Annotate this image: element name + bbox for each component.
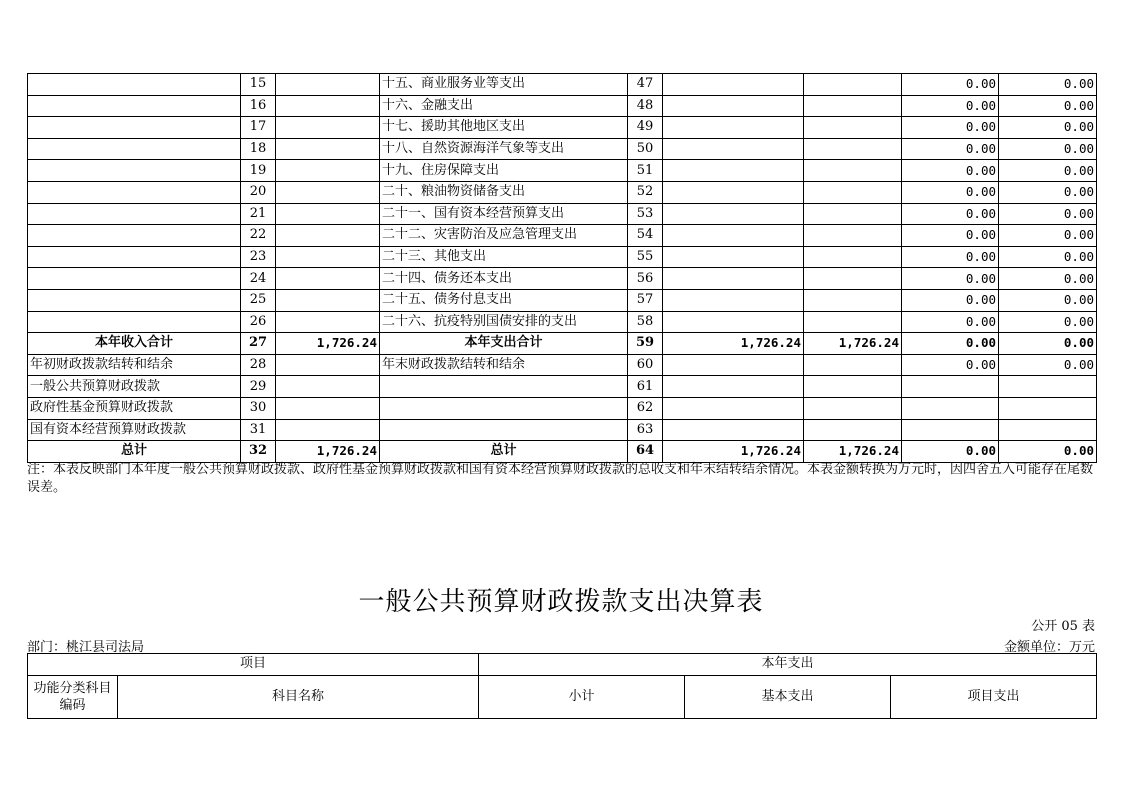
table-cell: [663, 268, 804, 290]
table-cell: 一般公共预算财政拨款: [28, 376, 241, 398]
table-cell: [276, 203, 380, 225]
table-cell: [804, 289, 902, 311]
table-cell: [276, 74, 380, 96]
table-cell: [804, 246, 902, 268]
table-cell: 54: [628, 225, 663, 247]
table-cell: 十五、商业服务业等支出: [380, 74, 628, 96]
table-cell: [28, 289, 241, 311]
table-cell: 0.00: [902, 117, 999, 139]
table-row: [28, 354, 1097, 376]
table-row: [28, 138, 1097, 160]
table-cell: 二十四、债务还本支出: [380, 268, 628, 290]
table-row: [28, 225, 1097, 247]
table-cell: [804, 354, 902, 376]
table-cell: 63: [628, 419, 663, 441]
table-cell: 十九、住房保障支出: [380, 160, 628, 182]
table-cell: [804, 268, 902, 290]
table-cell: 0.00: [902, 354, 999, 376]
table-cell: 总计: [28, 441, 241, 463]
table-cell: [804, 160, 902, 182]
table-row: [28, 117, 1097, 139]
table-cell: [663, 289, 804, 311]
table-cell: 17: [241, 117, 276, 139]
table-row: [28, 376, 1097, 398]
table-cell: [804, 225, 902, 247]
table-cell: [804, 74, 902, 96]
table-cell: 1,726.24: [663, 333, 804, 355]
table-cell: 49: [628, 117, 663, 139]
table-cell: 56: [628, 268, 663, 290]
table-cell: 64: [628, 441, 663, 463]
table-cell: 21: [241, 203, 276, 225]
table-cell: 1,726.24: [276, 333, 380, 355]
table-cell: [999, 397, 1097, 419]
table-cell: 29: [241, 376, 276, 398]
table-cell: [902, 397, 999, 419]
table-note: 注：本表反映部门本年度一般公共预算财政拨款、政府性基金预算财政拨款和国有资本经营预算财政拨款的总收支和年末结转结余情况。本表金额转换为万元时，因四舍五入可能存在尾数误差。: [27, 462, 1094, 495]
table-cell: [804, 203, 902, 225]
table-cell: 51: [628, 160, 663, 182]
table-cell: [663, 225, 804, 247]
table-cell: 28: [241, 354, 276, 376]
table-cell: [663, 311, 804, 333]
table-cell: 十七、援助其他地区支出: [380, 117, 628, 139]
col-project: 项目支出: [891, 675, 1097, 718]
table-row: [28, 419, 1097, 441]
unit-label: 金额单位：万元: [1003, 640, 1095, 655]
table-cell: [380, 397, 628, 419]
table-cell: [804, 95, 902, 117]
table-cell: 0.00: [902, 138, 999, 160]
table-cell: 0.00: [999, 203, 1097, 225]
table-row: [28, 311, 1097, 333]
table-cell: 52: [628, 181, 663, 203]
table-cell: [28, 246, 241, 268]
table-cell: 0.00: [999, 160, 1097, 182]
table-cell: 0.00: [902, 333, 999, 355]
table-cell: 1,726.24: [804, 441, 902, 463]
table-cell: [276, 268, 380, 290]
table-cell: [28, 311, 241, 333]
table-row: [28, 160, 1097, 182]
table-cell: 总计: [380, 441, 628, 463]
table-row: [28, 441, 1097, 463]
table-cell: 27: [241, 333, 276, 355]
table-cell: [902, 419, 999, 441]
table-cell: [663, 203, 804, 225]
table-cell: 59: [628, 333, 663, 355]
table-cell: [28, 181, 241, 203]
table-cell: 二十六、抗疫特别国债安排的支出: [380, 311, 628, 333]
table-row: [28, 333, 1097, 355]
table-row: [28, 181, 1097, 203]
table-cell: 0.00: [999, 246, 1097, 268]
table-cell: [276, 160, 380, 182]
table-cell: 年末财政拨款结转和结余: [380, 354, 628, 376]
table-cell: 48: [628, 95, 663, 117]
table-cell: 0.00: [999, 354, 1097, 376]
table-cell: [663, 419, 804, 441]
table-cell: [804, 397, 902, 419]
table-row: [28, 289, 1097, 311]
table-cell: [663, 397, 804, 419]
table-cell: [28, 203, 241, 225]
table-cell: [28, 160, 241, 182]
table-cell: [804, 376, 902, 398]
table-cell: [663, 376, 804, 398]
table-cell: 0.00: [999, 311, 1097, 333]
table-row: [28, 268, 1097, 290]
table-cell: 二十、粮油物资储备支出: [380, 181, 628, 203]
table-cell: 0.00: [999, 441, 1097, 463]
table-cell: [663, 246, 804, 268]
table-row: [28, 74, 1097, 96]
table-cell: [276, 376, 380, 398]
table-cell: [663, 181, 804, 203]
table-cell: 0.00: [902, 311, 999, 333]
table-cell: 60: [628, 354, 663, 376]
table-cell: 0.00: [902, 441, 999, 463]
table-cell: 23: [241, 246, 276, 268]
table-cell: 0.00: [999, 268, 1097, 290]
table-cell: 53: [628, 203, 663, 225]
table-cell: [663, 354, 804, 376]
header-year: 本年支出: [479, 654, 1097, 676]
table-cell: [276, 354, 380, 376]
table-cell: 62: [628, 397, 663, 419]
table-cell: [380, 376, 628, 398]
table-cell: 0.00: [902, 225, 999, 247]
table-cell: 24: [241, 268, 276, 290]
table-cell: 19: [241, 160, 276, 182]
table-cell: 政府性基金预算财政拨款: [28, 397, 241, 419]
page-title: 一般公共预算财政拨款支出决算表: [358, 587, 764, 617]
table-cell: 0.00: [902, 246, 999, 268]
table-cell: 0.00: [902, 289, 999, 311]
table-cell: [28, 117, 241, 139]
table-cell: [276, 225, 380, 247]
table-cell: [276, 311, 380, 333]
table-cell: 十六、金融支出: [380, 95, 628, 117]
table-cell: 0.00: [999, 117, 1097, 139]
table-cell: [28, 268, 241, 290]
table-cell: [276, 289, 380, 311]
table-cell: 15: [241, 74, 276, 96]
col-name: 科目名称: [118, 675, 479, 718]
table-cell: 16: [241, 95, 276, 117]
table-cell: [804, 117, 902, 139]
col-subtotal: 小计: [479, 675, 685, 718]
table-cell: 50: [628, 138, 663, 160]
table-cell: [276, 117, 380, 139]
table-cell: 0.00: [902, 203, 999, 225]
table-cell: [276, 397, 380, 419]
table-cell: [663, 74, 804, 96]
table-cell: 61: [628, 376, 663, 398]
table-cell: 0.00: [999, 333, 1097, 355]
income-expense-table: [27, 73, 1097, 463]
table-cell: [276, 246, 380, 268]
col-basic: 基本支出: [685, 675, 891, 718]
table-cell: [276, 419, 380, 441]
table-cell: 32: [241, 441, 276, 463]
table-row: [28, 203, 1097, 225]
table-cell: 十八、自然资源海洋气象等支出: [380, 138, 628, 160]
table-cell: [804, 138, 902, 160]
table-cell: 0.00: [902, 268, 999, 290]
table-cell: 0.00: [999, 95, 1097, 117]
table-cell: 55: [628, 246, 663, 268]
table-cell: 31: [241, 419, 276, 441]
header-item: 项目: [28, 654, 479, 676]
table-cell: 47: [628, 74, 663, 96]
table-cell: [380, 419, 628, 441]
table-cell: 0.00: [902, 95, 999, 117]
table-cell: 0.00: [999, 289, 1097, 311]
table-cell: 年初财政拨款结转和结余: [28, 354, 241, 376]
table-row: [28, 95, 1097, 117]
table-cell: 0.00: [999, 181, 1097, 203]
table-cell: [28, 225, 241, 247]
table-cell: 26: [241, 311, 276, 333]
table-row: [28, 397, 1097, 419]
table-cell: [663, 138, 804, 160]
table-cell: 二十二、灾害防治及应急管理支出: [380, 225, 628, 247]
table-cell: [902, 376, 999, 398]
table-cell: [999, 376, 1097, 398]
table-cell: 二十一、国有资本经营预算支出: [380, 203, 628, 225]
form-code: 公开 05 表: [1031, 619, 1095, 634]
table-cell: 58: [628, 311, 663, 333]
table-cell: [276, 95, 380, 117]
table-cell: [28, 95, 241, 117]
table-cell: 0.00: [902, 181, 999, 203]
table-cell: [28, 74, 241, 96]
table-cell: [663, 95, 804, 117]
table-cell: 0.00: [902, 160, 999, 182]
table-cell: 0.00: [999, 138, 1097, 160]
table-row: [28, 246, 1097, 268]
table-cell: 本年收入合计: [28, 333, 241, 355]
table-cell: 二十三、其他支出: [380, 246, 628, 268]
table-cell: 25: [241, 289, 276, 311]
table-cell: [276, 181, 380, 203]
department-label: 部门：桃江县司法局: [27, 640, 145, 655]
table-cell: [804, 419, 902, 441]
table-cell: [804, 311, 902, 333]
table-cell: 18: [241, 138, 276, 160]
table-cell: 0.00: [902, 74, 999, 96]
table-cell: 1,726.24: [663, 441, 804, 463]
col-code: 功能分类科目编码: [28, 675, 118, 718]
table-cell: 22: [241, 225, 276, 247]
table-cell: 1,726.24: [276, 441, 380, 463]
table-cell: 30: [241, 397, 276, 419]
table-cell: 本年支出合计: [380, 333, 628, 355]
table-cell: [663, 160, 804, 182]
table-cell: 国有资本经营预算财政拨款: [28, 419, 241, 441]
table-cell: [804, 181, 902, 203]
table-cell: [28, 138, 241, 160]
expenditure-table: [27, 653, 1097, 719]
table-cell: [999, 419, 1097, 441]
table-cell: [276, 138, 380, 160]
table-cell: 二十五、债务付息支出: [380, 289, 628, 311]
table-cell: [663, 117, 804, 139]
table-cell: 0.00: [999, 225, 1097, 247]
table-cell: 20: [241, 181, 276, 203]
table-cell: 57: [628, 289, 663, 311]
table-cell: 0.00: [999, 74, 1097, 96]
table-cell: 1,726.24: [804, 333, 902, 355]
